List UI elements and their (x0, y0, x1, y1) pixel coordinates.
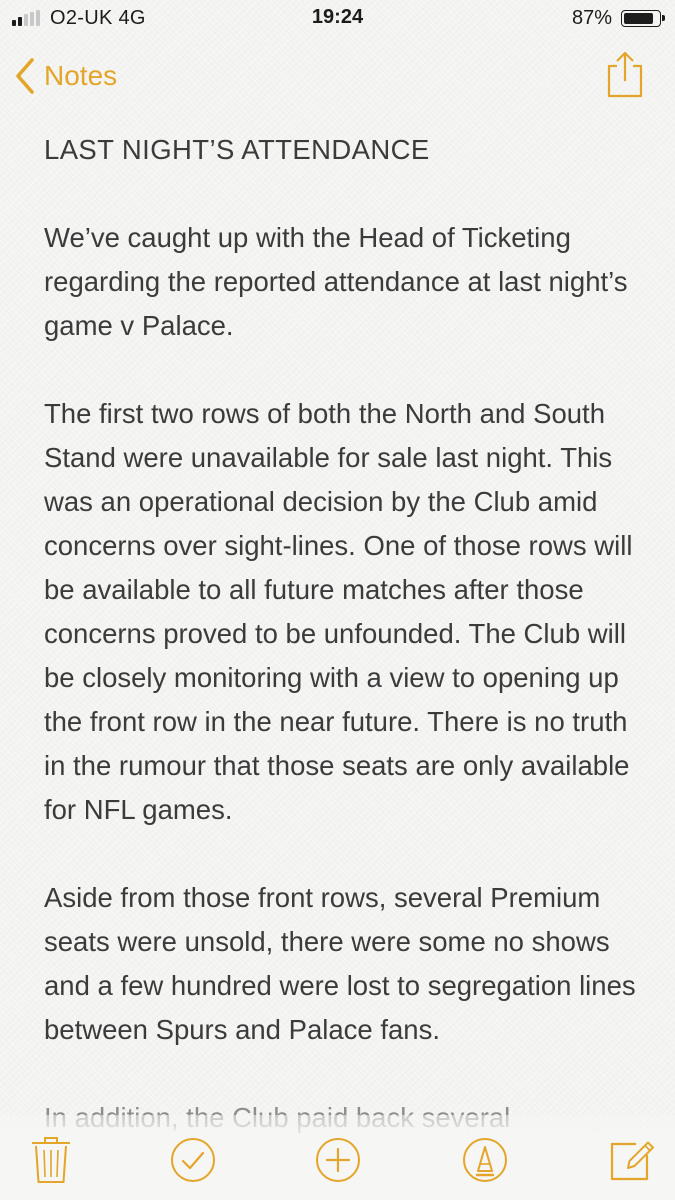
back-button-label: Notes (44, 60, 118, 91)
markup-icon (460, 1135, 510, 1185)
status-time: 19:24 (311, 6, 364, 28)
navigation-bar (0, 40, 675, 112)
share-icon (601, 85, 649, 104)
back-to-notes-button[interactable] (14, 54, 117, 98)
checklist-button[interactable] (168, 1135, 218, 1185)
note-text-area[interactable] (44, 128, 649, 1140)
status-bar (0, 0, 675, 40)
checklist-icon (168, 1135, 218, 1185)
note-paragraph: The first two rows of both the North and South Stand were unavailable for sale last night. This was an operational decision by the Club amid concerns over sight-lines. One of those rows will be available to all future matches after those concerns proved to be unfounded. The Club will be closely monitoring with a view to opening up the front row in the near future. There is no truth in the rumour that those seats are only available for NFL games. (44, 398, 633, 825)
compose-icon (606, 1135, 656, 1185)
note-paragraph: We’ve caught up with the Head of Ticketing regarding the reported attendance at last night’s game v Palace. (44, 222, 628, 341)
add-icon (313, 1135, 363, 1185)
battery-percentage: 87% (571, 7, 612, 29)
markup-button[interactable] (460, 1135, 510, 1185)
add-attachment-button[interactable] (313, 1135, 363, 1185)
carrier-label: O2-UK 4G (50, 7, 146, 29)
delete-note-button[interactable] (26, 1135, 76, 1185)
chevron-left-icon (14, 57, 36, 95)
bottom-toolbar (0, 1115, 675, 1200)
note-paragraph: Aside from those front rows, several Premium seats were unsold, there were some no shows and a few hundred were lost to segregation lines between Spurs and Palace fans. (44, 882, 636, 1045)
compose-note-button[interactable] (606, 1135, 656, 1185)
battery-icon (621, 10, 661, 27)
trash-icon (26, 1135, 76, 1185)
note-title: LAST NIGHT’S ATTENDANCE (44, 134, 430, 165)
share-button[interactable] (601, 48, 649, 100)
